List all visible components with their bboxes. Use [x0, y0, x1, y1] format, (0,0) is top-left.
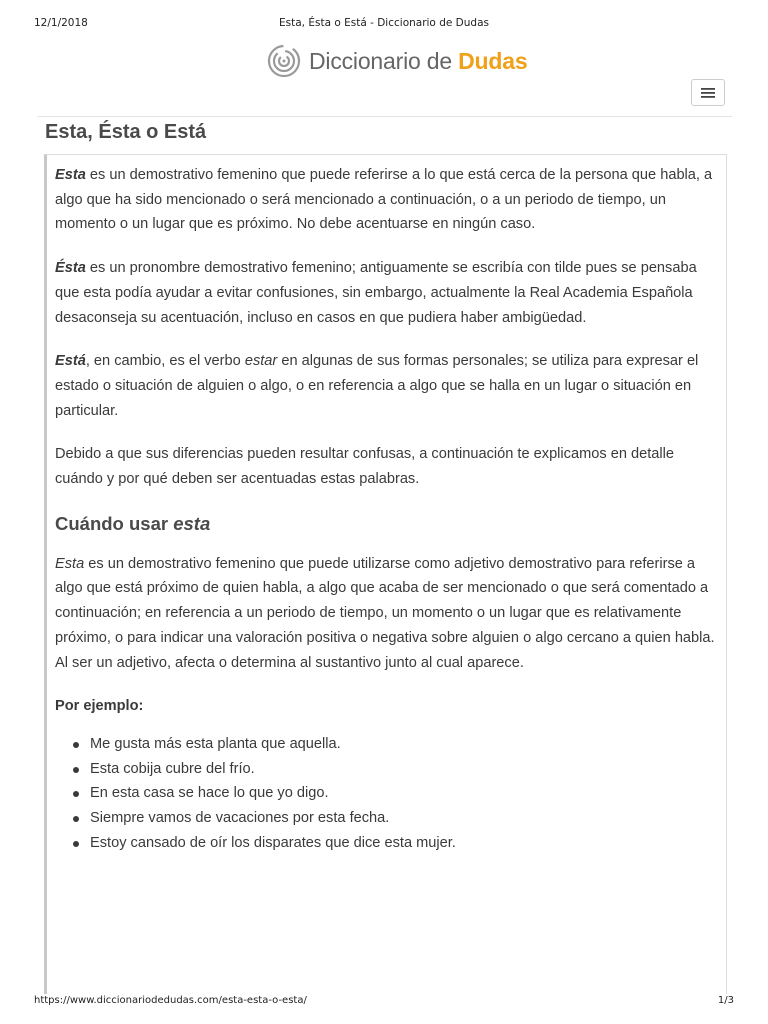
paragraph-esta-verb-text-a: , en cambio, es el verbo	[85, 353, 245, 370]
paragraph-esta-accent-text: es un pronombre demostrativo femenino; antiguamente se escribía con tilde pues se pensaba que esta podía ayudar a evitar confusiones, sin embargo, actualmente la Real Academia Española desaconseja su acentuación, incluso en casos en que pudiera haber ambigüedad.	[55, 260, 697, 326]
logo-maze-icon	[267, 44, 301, 78]
section-heading-esta	[55, 511, 719, 537]
bullet-icon	[73, 816, 79, 822]
list-item-text: En esta casa se hace lo que yo digo.	[90, 785, 329, 802]
bullet-icon	[73, 767, 79, 773]
section-heading-italic: esta	[173, 512, 211, 534]
section-term: Esta	[55, 555, 85, 572]
list-item-text: Esta cobija cubre del frío.	[90, 760, 255, 777]
term-esta-verb: Está	[55, 353, 86, 370]
bullet-icon	[73, 791, 79, 797]
article-title: Esta, Ésta o Está	[45, 121, 207, 143]
logo-text-plain: Diccionario de	[309, 47, 459, 74]
print-date: 12/1/2018	[34, 17, 88, 29]
section-paragraph-text: es un demostrativo femenino que puede utilizarse como adjetivo demostrativo para referirse a algo que está próximo de quien habla, a algo que acaba de ser mencionado o que será comentado a continuación; en referencia a un periodo de tiempo, un momento o un lugar que es relativamente próximo, o para indicar una valoración positiva o negativa sobre alguien o algo cercano a quien habla. Al ser un adjetivo, afecta o determina al sustantivo junto al cual aparece.	[55, 555, 715, 671]
bullet-icon	[73, 742, 79, 748]
paragraph-esta-accent	[55, 256, 719, 330]
term-esta: Esta	[55, 167, 86, 183]
logo-text-bold: Dudas	[458, 47, 528, 74]
paragraph-intro: Debido a que sus diferencias pueden resultar confusas, a continuación te explicamos en detalle cuándo y por qué deben ser acentuadas estas palabras.	[55, 446, 675, 488]
list-item-text: Me gusta más esta planta que aquella.	[90, 735, 341, 752]
section-paragraph	[55, 552, 719, 676]
term-esta-accent: Ésta	[55, 260, 86, 277]
bullet-icon	[73, 841, 79, 847]
logo-text	[309, 48, 527, 75]
print-page-number: 1/3	[717, 995, 734, 1006]
list-item	[55, 757, 719, 782]
print-page-title: Esta, Ésta o Está - Diccionario de Dudas	[279, 17, 489, 29]
verb-estar: estar	[244, 353, 278, 370]
paragraph-esta	[55, 163, 719, 237]
list-item	[55, 806, 719, 831]
list-item	[55, 732, 719, 757]
hamburger-menu-icon	[701, 88, 715, 98]
paragraph-esta-verb-text-b: en algunas de sus formas personales; se utiliza para expresar el estado o situación de alguien o algo, o en referencia a algo que se halla en un lugar o situación en particular.	[55, 353, 699, 419]
list-item-text: Siempre vamos de vacaciones por esta fecha.	[90, 810, 390, 827]
examples-list	[55, 732, 719, 856]
list-item	[55, 781, 719, 806]
list-item-text: Estoy cansado de oír los disparates que dice esta mujer.	[90, 834, 456, 851]
print-url: https://www.diccionariodedudas.com/esta-esta-o-esta/	[34, 995, 307, 1006]
list-item	[55, 831, 719, 856]
section-heading-plain: Cuándo usar	[55, 512, 174, 534]
header-divider	[37, 116, 732, 117]
paragraph-esta-verb	[55, 349, 719, 423]
examples-label: Por ejemplo:	[55, 698, 144, 715]
site-logo[interactable]	[267, 42, 527, 80]
article-body	[55, 163, 719, 855]
menu-button[interactable]	[691, 79, 725, 106]
paragraph-esta-text: es un demostrativo femenino que puede referirse a lo que está cerca de la persona que habla, a algo que ha sido mencionado o será mencionado a continuación, o a un periodo de tiempo, un momento o un lugar que es próximo. No debe acentuarse en ningún caso.	[55, 167, 713, 233]
